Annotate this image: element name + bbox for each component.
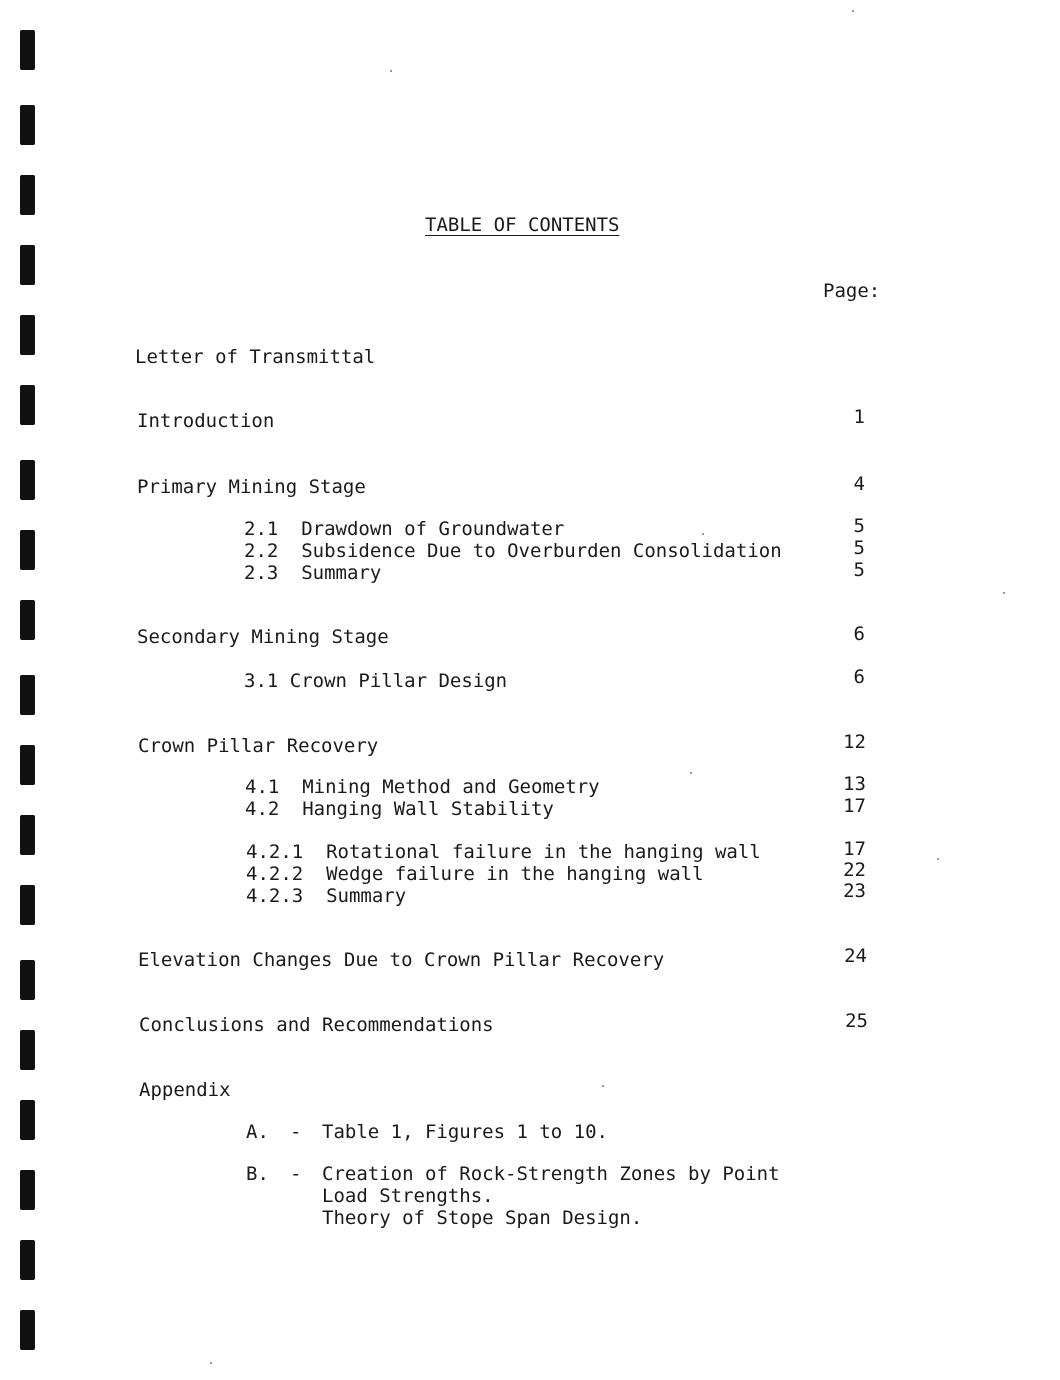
scan-speck [602,1085,604,1087]
toc-subentry: 4.2.2 Wedge failure in the hanging wall [246,863,704,885]
toc-entry: Introduction [137,410,275,432]
appendix-letter: A. [246,1121,269,1143]
binding-hole [20,745,35,785]
binding-hole [20,315,35,355]
binding-hole [20,105,35,145]
binding-hole [20,30,35,70]
scan-speck [690,772,692,774]
binding-hole [20,385,35,425]
toc-page-number: 4 [853,473,865,495]
binding-hole [20,1030,35,1070]
toc-page-number: 6 [853,623,865,645]
binding-hole [20,245,35,285]
scan-speck [852,10,854,12]
toc-page-number: 5 [853,559,865,581]
scan-speck [210,1362,212,1364]
binding-hole [20,600,35,640]
binding-hole [20,530,35,570]
toc-subentry: 4.2.3 Summary [246,885,407,907]
toc-entry: Elevation Changes Due to Crown Pillar Recovery [138,949,665,971]
toc-page-number: 17 [843,838,866,860]
binding-hole [20,885,35,925]
scan-speck [390,70,392,72]
toc-page-number: 5 [853,537,865,559]
toc-page-number: 1 [853,406,865,428]
binding-hole [20,815,35,855]
page-title: TABLE OF CONTENTS [425,214,620,236]
binding-hole [20,675,35,715]
toc-page-number: 13 [843,773,866,795]
page-column-header: Page: [823,280,881,302]
toc-subentry: 2.1 Drawdown of Groundwater [244,518,565,540]
toc-subentry: 4.1 Mining Method and Geometry [245,776,600,798]
binding-hole [20,1240,35,1280]
appendix-item-text: Table 1, Figures 1 to 10. [322,1121,608,1143]
toc-page-number: 17 [843,795,866,817]
toc-subentry: 4.2 Hanging Wall Stability [245,798,554,820]
scan-speck [937,858,939,860]
appendix-dash: - [290,1121,302,1143]
appendix-item-text: Creation of Rock-Strength Zones by Point [322,1163,780,1185]
toc-subentry: 4.2.1 Rotational failure in the hanging wall [246,841,761,863]
toc-entry: Crown Pillar Recovery [138,735,379,757]
binding-hole [20,960,35,1000]
appendix-item-text: Theory of Stope Span Design. [322,1207,643,1229]
appendix-item-text: Load Strengths. [322,1185,494,1207]
binding-hole [20,460,35,500]
toc-page-number: 5 [853,515,865,537]
toc-entry: Primary Mining Stage [137,476,366,498]
toc-entry: Letter of Transmittal [135,346,376,368]
toc-subentry: 3.1 Crown Pillar Design [244,670,508,692]
toc-subentry: 2.2 Subsidence Due to Overburden Consolidation [244,540,782,562]
toc-subentry: 2.3 Summary [244,562,382,584]
appendix-dash: - [290,1163,302,1185]
binding-holes [20,0,40,1380]
binding-hole [20,1100,35,1140]
toc-entry: Secondary Mining Stage [137,626,389,648]
toc-page-number: 25 [845,1010,868,1032]
binding-hole [20,175,35,215]
appendix-letter: B. [246,1163,269,1185]
toc-entry: Conclusions and Recommendations [139,1014,494,1036]
scan-speck [702,533,704,535]
toc-page-number: 24 [844,945,867,967]
toc-page-number: 23 [843,880,866,902]
toc-entry: Appendix [139,1079,231,1101]
toc-page-number: 6 [853,666,865,688]
toc-page-number: 22 [843,859,866,881]
toc-page-number: 12 [843,731,866,753]
binding-hole [20,1310,35,1350]
scan-speck [1003,592,1005,594]
binding-hole [20,1170,35,1210]
